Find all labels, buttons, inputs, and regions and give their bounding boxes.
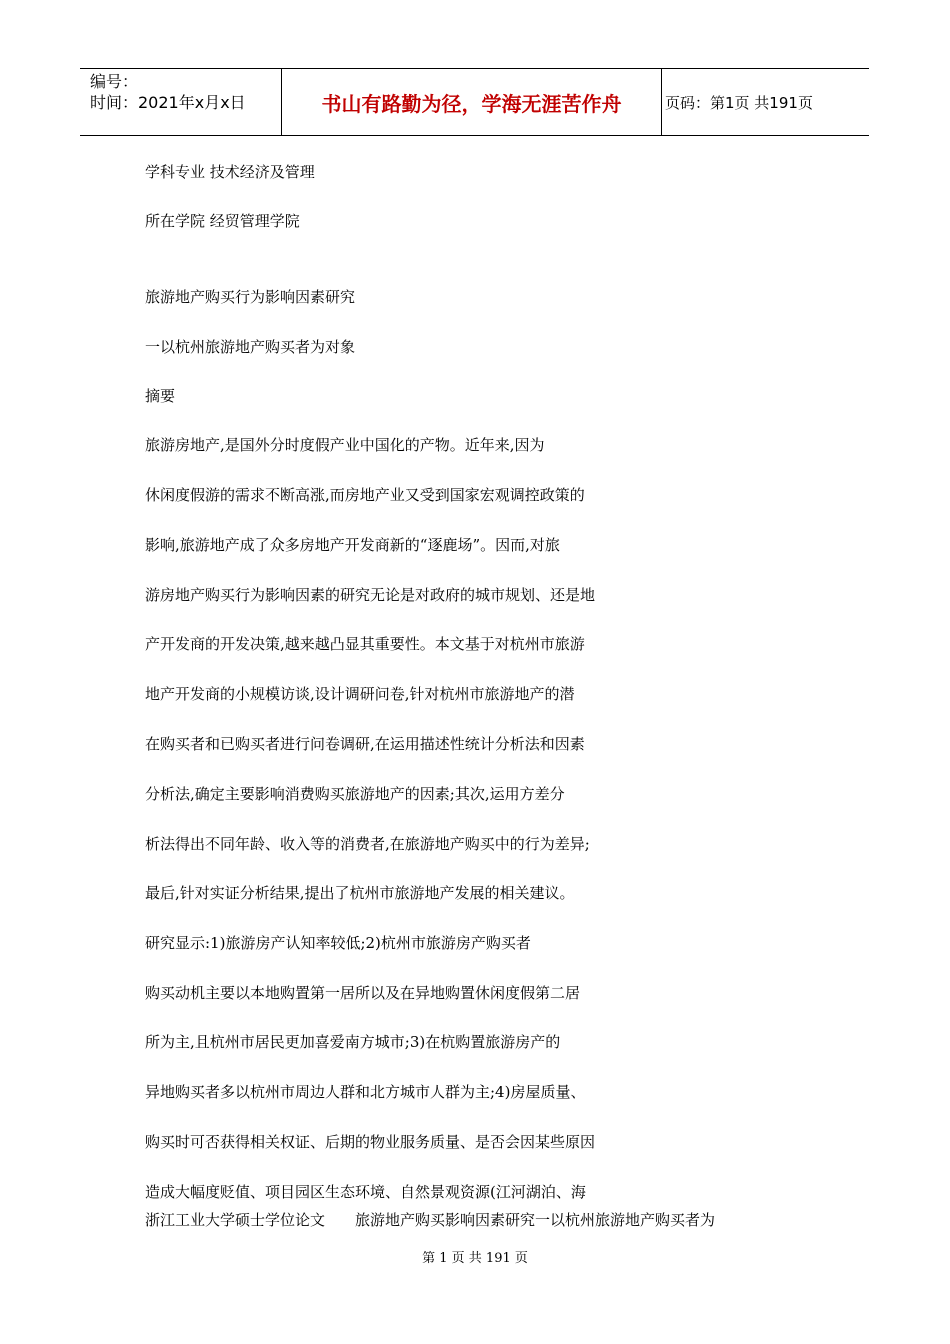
document-header xyxy=(80,68,869,136)
abstract-line: 旅游房地产,是国外分时度假产业中国化的产物。近年来,因为 xyxy=(145,436,545,454)
abstract-heading: 摘要 xyxy=(145,387,176,405)
body-line-major: 学科专业 技术经济及管理 xyxy=(145,163,315,181)
running-footer-left: 浙江工业大学硕士学位论文 xyxy=(145,1211,326,1229)
header-divider-right xyxy=(661,69,662,135)
header-motto: 书山有路勤为径，学海无涯苦作舟 xyxy=(321,91,622,116)
abstract-line: 最后,针对实证分析结果,提出了杭州市旅游地产发展的相关建议。 xyxy=(145,884,575,902)
abstract-line: 析法得出不同年龄、收入等的消费者,在旅游地产购买中的行为差异; xyxy=(145,835,590,853)
header-number-label: 编号： xyxy=(90,72,139,91)
abstract-line: 游房地产购买行为影响因素的研究无论是对政府的城市规划、还是地 xyxy=(145,586,596,604)
body-line-college: 所在学院 经贸管理学院 xyxy=(145,212,300,230)
abstract-line: 产开发商的开发决策,越来越凸显其重要性。本文基于对杭州市旅游 xyxy=(145,635,585,653)
abstract-line: 研究显示:1)旅游房产认知率较低;2)杭州市旅游房产购买者 xyxy=(145,934,531,952)
abstract-line: 购买动机主要以本地购置第一居所以及在异地购置休闲度假第二居 xyxy=(145,984,581,1002)
abstract-line: 异地购买者多以杭州市周边人群和北方城市人群为主;4)房屋质量、 xyxy=(145,1083,586,1101)
abstract-line: 所为主,且杭州市居民更加喜爱南方城市;3)在杭购置旅游房产的 xyxy=(145,1033,561,1051)
running-footer-title xyxy=(145,1209,715,1230)
abstract-line: 购买时可否获得相关权证、后期的物业服务质量、是否会因某些原因 xyxy=(145,1133,596,1151)
abstract-line: 地产开发商的小规模访谈,设计调研问卷,针对杭州市旅游地产的潜 xyxy=(145,685,575,703)
abstract-line: 分析法,确定主要影响消费购买旅游地产的因素;其次,运用方差分 xyxy=(145,785,565,803)
abstract-line: 造成大幅度贬值、项目园区生态环境、自然景观资源(江河湖泊、海 xyxy=(145,1183,586,1201)
footer-page-number: 第 1 页 共 191 页 xyxy=(422,1251,528,1266)
header-time-label: 时间：2021年x月x日 xyxy=(90,93,246,112)
paper-title: 旅游地产购买行为影响因素研究 xyxy=(145,288,356,306)
paper-subtitle: 一以杭州旅游地产购买者为对象 xyxy=(145,338,356,356)
abstract-line: 在购买者和已购买者进行问卷调研,在运用描述性统计分析法和因素 xyxy=(145,735,585,753)
running-footer-right: 旅游地产购买影响因素研究一以杭州旅游地产购买者为 xyxy=(355,1211,716,1229)
header-page-info: 页码：第1页 共191页 xyxy=(665,93,813,112)
abstract-line: 影响,旅游地产成了众多房地产开发商新的“逐鹿场”。因而,对旅 xyxy=(145,536,560,554)
abstract-line: 休闲度假游的需求不断高涨,而房地产业又受到国家宏观调控政策的 xyxy=(145,486,585,504)
header-meta xyxy=(90,71,246,113)
